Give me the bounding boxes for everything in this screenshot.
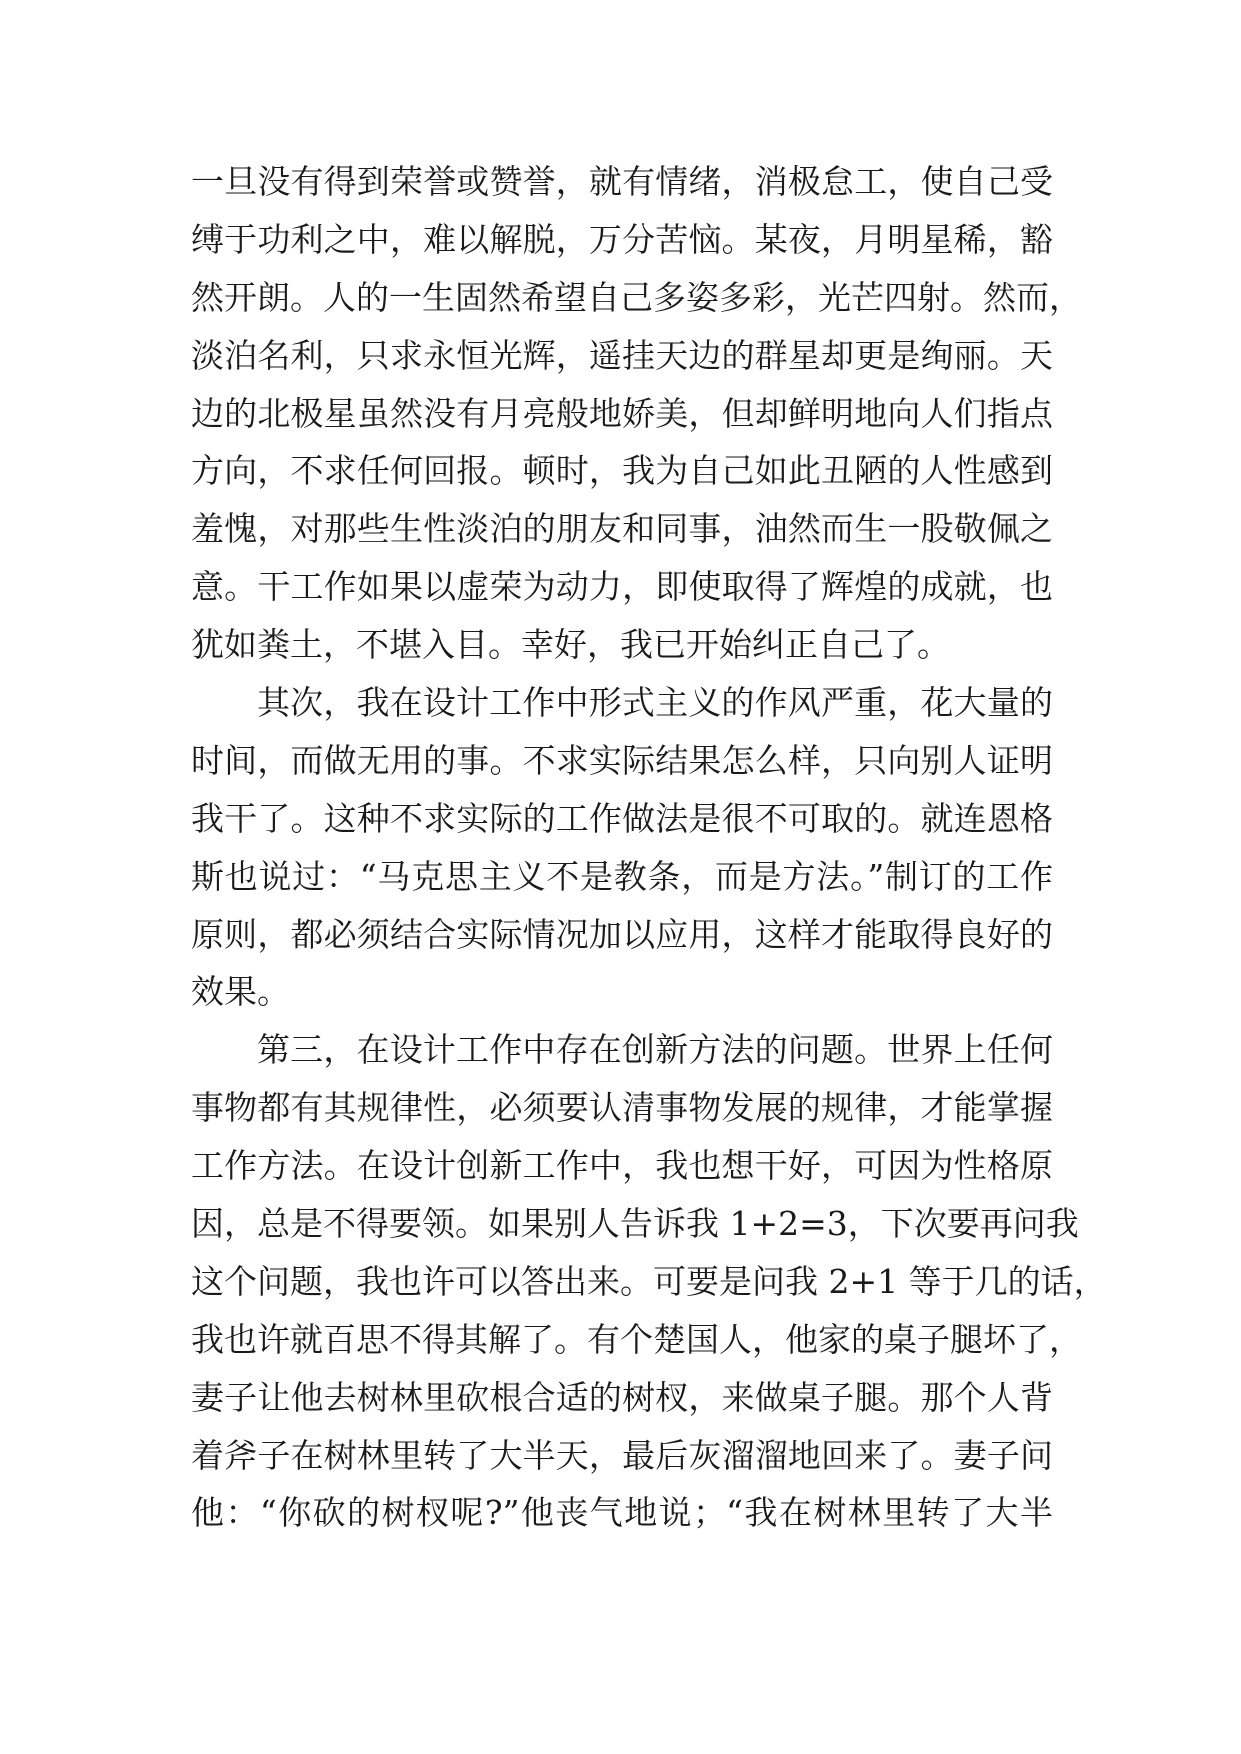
text-line: 羞愧，对那些生性淡泊的朋友和同事，油然而生一股敬佩之 xyxy=(191,509,1053,549)
paragraph xyxy=(191,674,1053,1021)
text-line: 我也许就百思不得其解了。有个楚国人，他家的桌子腿坏了， xyxy=(191,1319,1082,1359)
text-line: 效果。 xyxy=(191,972,290,1012)
text-line: 事物都有其规律性，必须要认清事物发展的规律，才能掌握 xyxy=(191,1088,1053,1128)
text-line: 时间，而做无用的事。不求实际结果怎么样，只向别人证明 xyxy=(191,740,1053,780)
text-line: 其次，我在设计工作中形式主义的作风严重，花大量的 xyxy=(257,683,1053,723)
text-line: 着斧子在树林里转了大半天，最后灰溜溜地回来了。妻子问 xyxy=(191,1435,1053,1475)
text-line: 他：“你砍的树杈呢?”他丧气地说；“我在树林里转了大半 xyxy=(191,1493,1053,1533)
text-line: 我干了。这种不求实际的工作做法是很不可取的。就连恩格 xyxy=(191,798,1053,838)
text-line: 因，总是不得要领。如果别人告诉我 1+2=3，下次要再问我 xyxy=(191,1204,1079,1244)
body-text xyxy=(191,153,1107,1542)
text-line: 一旦没有得到荣誉或赞誉，就有情绪，消极怠工，使自己受 xyxy=(191,162,1053,201)
text-line: 边的北极星虽然没有月亮般地娇美，但却鲜明地向人们指点 xyxy=(191,393,1053,433)
text-line: 淡泊名利，只求永恒光辉，遥挂天边的群星却更是绚丽。天 xyxy=(191,335,1053,375)
paragraph xyxy=(191,1021,1107,1542)
text-line: 第三，在设计工作中存在创新方法的问题。世界上任何 xyxy=(257,1030,1053,1070)
text-line: 然开朗。人的一生固然希望自己多姿多彩，光芒四射。然而， xyxy=(191,277,1082,317)
text-line: 意。干工作如果以虚荣为动力，即使取得了辉煌的成就，也 xyxy=(191,567,1053,607)
text-line: 工作方法。在设计创新工作中，我也想干好，可因为性格原 xyxy=(191,1146,1053,1186)
text-line: 原则，都必须结合实际情况加以应用，这样才能取得良好的 xyxy=(191,914,1053,954)
text-line: 这个问题，我也许可以答出来。可要是问我 2+1 等于几的话， xyxy=(191,1261,1107,1301)
text-line: 犹如粪土，不堪入目。幸好，我已开始纠正自己了。 xyxy=(191,625,950,665)
text-line: 妻子让他去树林里砍根合适的树杈，来做桌子腿。那个人背 xyxy=(191,1377,1053,1417)
text-line: 斯也说过：“马克思主义不是教条，而是方法。”制订的工作 xyxy=(191,856,1053,896)
paragraph xyxy=(191,153,1082,674)
text-line: 方向，不求任何回报。顿时，我为自己如此丑陋的人性感到 xyxy=(191,451,1053,491)
text-line: 缚于功利之中，难以解脱，万分苦恼。某夜，月明星稀，豁 xyxy=(191,219,1053,259)
